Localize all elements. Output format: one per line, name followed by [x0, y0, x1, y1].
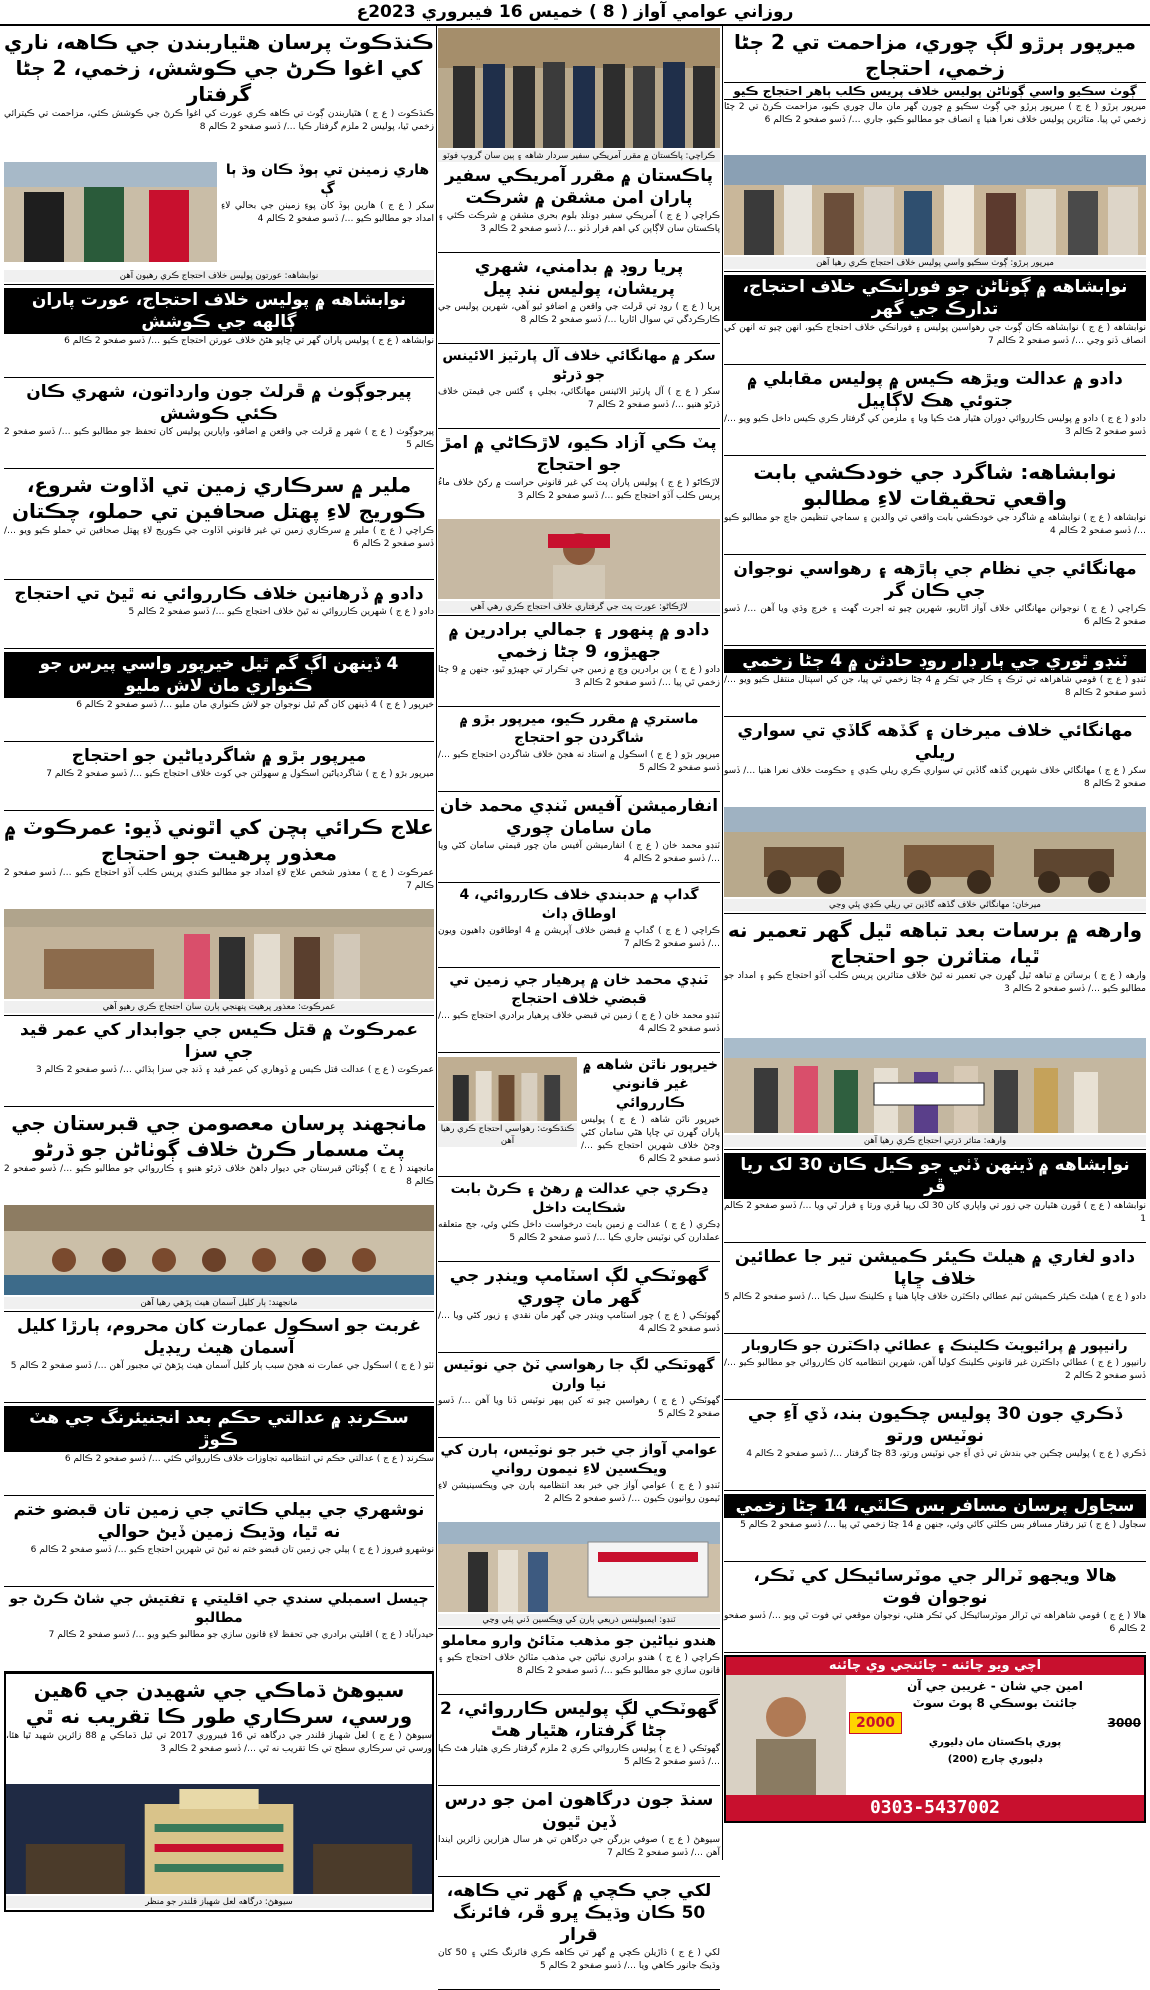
- right-column: [724, 26, 1146, 1860]
- photo-caption: ٽنڊو: ايمبولينس ذريعي ٻارن کي ويڪسين ڏني پئي وڃي: [438, 1614, 720, 1626]
- story: [438, 1053, 720, 1177]
- story: [724, 456, 1146, 555]
- story: [724, 646, 1146, 717]
- left-column: [4, 26, 434, 1907]
- photo-caption: مانجهند: ٻار کليل آسمان هيٺ پڙهي رهيا آهن: [4, 1297, 434, 1309]
- headline: ڪنڌڪوٽ پرسان هٿياربندن جي ڪاهه، ناري کي اغوا ڪرڻ جي ڪوشش، زخمي، 2 ڄڻا گرفتار: [4, 30, 434, 106]
- story: [4, 378, 434, 469]
- story-body: گهوٽڪي ( ع ج ) پوليس ڪارروائي ڪري 2 ملزم گرفتار ڪري هٿيار هٿ ڪيا …/ ڏسو صفحو 2 ڪالم 5: [438, 1744, 720, 1767]
- headline: خيرپور ناٿن شاهه ۾ غير قانوني ڪارروائي: [582, 1057, 719, 1111]
- headline: نوابشاهه ۾ ڳوٺاڻن جو فورانڪي خلاف احتجاج، تدارڪ جي گهر: [724, 275, 1146, 321]
- headline: ملير ۾ سرڪاري زمين تي اڏاوت شروع، ڪوريج لاءِ پهتل صحافين تي حملو، چڪتان: [11, 473, 427, 523]
- story-body: پيرجوڳوٺ ( ع ج ) شهر ۾ ڦرلٽ جي واقعن ۾ اضافو، واپارين پوليس کان تحفظ جو مطالبو ڪيو …/ ڏسو صفحو 2 ڪالم 5: [4, 427, 434, 450]
- headline: هندو نياڻين جو مذهب مٽائڻ وارو معاملو: [441, 1633, 717, 1649]
- story-body: ٽنڊو محمد خان ( ع ج ) انفارميشن آفيس مان چور قيمتي سامان کڻي ويا …/ ڏسو صفحو 2 ڪالم 4: [438, 841, 720, 864]
- story-body: سجاول ( ع ج ) تيز رفتار مسافر بس ڪلٽي کائي وئي، جنهن ۾ 14 ڄڻا زخمي ٿي پيا …/ ڏسو صفحو 2 ڪالم 5: [740, 1520, 1146, 1530]
- story: [724, 1491, 1146, 1562]
- headline: لکي جي ڪچي ۾ گهر تي ڪاهه، 50 ڪان وڌيڪ ڀرو ڦر، فائرنگ قرار: [446, 1881, 712, 1945]
- ad-delivery-charge: ڊليوري چارج (200): [947, 1754, 1043, 1765]
- headline: پيرجوڳوٺ ۾ ڦرلٽ جون وارداتون، شهري ڪان ڪئي ڪوشش: [26, 382, 412, 424]
- news-photo: [438, 1522, 720, 1612]
- story-body: ميرپور بڙو ( ع ج ) اسڪول ۾ استاد نه هجڻ خلاف شاگردن احتجاج ڪيو …/ ڏسو صفحو 2 ڪالم 5: [438, 750, 720, 773]
- story: [438, 1177, 720, 1262]
- story-body: وارهه ( ع ج ) برساتن ۾ تباهه ٿيل گهرن جي تعمير نه ٿيڻ خلاف متاثرين پريس ڪلب آڏو احتجاج ڪيو ۽ امداد جو مطالبو ڪيو …/ ڏسو صفحو 2 ڪالم 3: [724, 971, 1146, 994]
- ad-delivery-note: پوري پاڪستان مان ڊليوري: [928, 1737, 1062, 1748]
- photo-caption: ڪراچي: پاڪستان ۾ مقرر آمريڪي سفير سردار شاهه ۽ ٻين سان گروپ فوٽو: [438, 150, 720, 162]
- story-body: ڪراچي ( ع ج ) آمريڪي سفير ڊونلڊ بلوم بحري مشقن ۾ شرڪت ڪئي ۽ پاڪستان سان لاڳاپن کي اهم قرار ڏنو …/ ڏسو صفحو 2 ڪالم 3: [438, 211, 720, 234]
- headline: دادو لغاري ۾ هيلٿ ڪيئر ڪميشن تير جا عطائين خلاف ڇاپا: [734, 1247, 1136, 1289]
- ad-photo: [726, 1675, 846, 1795]
- story: [724, 717, 1146, 914]
- headline: مهانگائي جي نظام جي ٻاڙهه ۽ رهواسي نوجوان جي ڪان گر: [733, 559, 1137, 601]
- story-body: خيرپور ( ع ج ) 4 ڏينهن کان گم ٿيل نوجوان جو لاش ڪنواري مان مليو …/ ڏسو صفحو 2 ڪالم 6: [76, 700, 434, 710]
- headline: هاري زمينن تي ٻوڏ ڪان وڌ ٻا ڳ: [225, 162, 430, 197]
- story-body: گهوٽڪي ( ع ج ) چور اسٽامپ وينڊر جي گهر مان نقدي ۽ زيور کڻي ويا …/ ڏسو صفحو 2 ڪالم 4: [438, 1311, 720, 1334]
- story-body: رانيپور ( ع ج ) عطائي ڊاڪٽرن غير قانوني ڪلينڪ کوليا آهن، شهرين انتظاميه کان ڪارروائي جو مطالبو ڪيو …/ ڏسو صفحو 2 ڪالم 2: [724, 1358, 1146, 1381]
- masthead: روزاني عوامي آواز ( 8 ) خميس 16 فيبروري 2023ع: [0, 0, 1150, 26]
- story: [438, 792, 720, 883]
- headline: ميرپور ٻرڙو لڳ چوري، مزاحمت تي 2 ڄڻا زخمي، احتجاج: [733, 30, 1136, 80]
- photo-caption: سيوهڻ: درگاهه لعل شهباز قلندر جو منظر: [6, 1896, 432, 1908]
- story-body: لکي ( ع ج ) ڌاڙيلن ڪچي ۾ گهر تي ڪاهه ڪري فائرنگ ڪئي ۽ 50 کان وڌيڪ جانور ڪاهي ويا …/ ڏسو صفحو 2 ڪالم 5: [438, 1948, 721, 1971]
- news-photo: [4, 162, 217, 262]
- story: [724, 555, 1146, 646]
- ad-product: جائنٽ بوسڪي 8 پوٽ سوٽ: [912, 1696, 1078, 1710]
- story-body: سکر ( ع ج ) مهانگائي خلاف شهرين گڏهه گاڏين تي سواري ڪري ريلي ڪڍي ۽ حڪومت خلاف نعرا هنيا …/ ڏسو صفحو 2 ڪالم 8: [724, 766, 1146, 789]
- ad-old-price: 3000: [1107, 1715, 1141, 1730]
- headline: دادو ۾ پنهور ۽ جمالي برادرين ۾ جهيڙو، 9 ڄڻا زخمي: [448, 620, 710, 662]
- story-body: ڪراچي ( ع ج ) گداپ ۾ قبضن خلاف آپريشن ۾ 4 اوطاقون ڊاهيون ويون …/ ڏسو صفحو 2 ڪالم 7: [438, 926, 721, 949]
- story: [4, 1016, 434, 1107]
- story: [4, 1587, 434, 1672]
- headline: دادو ۾ عدالت ويڙهه ڪيس ۾ پوليس مقابلي ۾ جتوئي هڪ لاڳاپيل: [747, 369, 1123, 411]
- headline: سجاول پرسان مسافر بس ڪلٽي، 14 ڄڻا زخمي: [724, 1494, 1146, 1518]
- ad-new-price: 2000: [849, 1712, 902, 1734]
- story-body: نوابشاهه ( ع ج ) پوليس پاران گهر تي ڇاپو هڻڻ خلاف عورتن احتجاج ڪيو …/ ڏسو صفحو 2 ڪالم 6: [64, 336, 434, 346]
- story-body: ميرپور بڙو ( ع ج ) شاگردياڻين اسڪول ۾ سهولتن جي کوٽ خلاف احتجاج ڪيو …/ ڏسو صفحو 2 ڪالم 7: [46, 769, 434, 779]
- story-body: نوشهرو فيروز ( ع ج ) ٻيلي جي زمين تان قبضو ختم نه ٿيڻ تي شهرين احتجاج ڪيو …/ ڏسو صفحو 2 ڪالم 6: [30, 1545, 434, 1555]
- story-body: دادو ( ع ج ) ٻن برادرين وچ ۾ زمين جي تڪرار تي جهيڙو ٿيو، جنهن ۾ 9 ڄڻا زخمي ٿي پيا …/ ڏسو صفحو 2 ڪالم 3: [438, 665, 720, 688]
- story: [438, 1877, 720, 1990]
- story-body: حيدرآباد ( ع ج ) اقليتي برادري جي تحفظ لاءِ قانون سازي جو مطالبو ڪيو ويو …/ ڏسو صفحو 2 ڪالم 7: [48, 1630, 434, 1640]
- headline: پٽ ڪي آزاد ڪيو، لاڙڪاڻي ۾ امڙ جو احتجاج: [441, 433, 717, 475]
- headline: مانجهند پرسان معصومن جي قبرستان جي پٽ مسمار ڪرڻ خلاف ڳوٺاڻن جو ڌرڻو: [11, 1111, 427, 1161]
- news-photo: [6, 1784, 432, 1894]
- story: [4, 1107, 434, 1312]
- headline: ماستري ۾ مقرر ڪيو، ميرپور بڙو ۾ شاگردن جو احتجاج: [459, 711, 699, 746]
- headline: پريا روڊ ۾ بدامني، شهري پريشان، پوليس ننڊ پيل: [474, 257, 684, 299]
- headline: نوابشاهه ۾ ڏينهن ڏٺي جو ڪيل ڪان 30 لک ريا ڦر: [724, 1153, 1146, 1199]
- story-body: لاڙڪاڻو ( ع ج ) پوليس پاران پٽ کي غير قانوني حراست ۾ رکڻ خلاف ماءُ پريس ڪلب آڏو احتجاج ڪيو …/ ڏسو صفحو 2 ڪالم 3: [438, 478, 720, 501]
- story: [438, 616, 720, 707]
- headline: 4 ڏينهن اڳ گم ٿيل خيرپور واسي پيرس جو ڪنواري مان لاش مليو: [4, 652, 434, 698]
- headline: علاج ڪرائي ٻچن کي اٿوني ڏيو: عمرڪوٽ ۾ معذور پرهيت جو احتجاج: [4, 815, 434, 865]
- story-body: دادو ( ع ج ) هيلٿ ڪيئر ڪميشن ٽيم عطائي ڊاڪٽرن خلاف ڇاپا هنيا ۽ ڪلينڪ سيل ڪيا …/ ڏسو صفحو 2 ڪالم 5: [724, 1292, 1146, 1302]
- story-body: ميرپور ٻرڙو ( ع ج ) ميرپور ٻرڙو جي ڳوٺ سڪيو ۾ چورن گهر مان مال چوري ڪيو، مزاحمت ڪرڻ تي 2 ڄڻا زخمي ٿي پيا. متاثرين پوليس خلاف نعرا هنيا ۽ انصاف جو مطالبو ڪيو، جاري …/ ڏسو صفحو 2 ڪالم 6: [724, 102, 1146, 125]
- story: [4, 1403, 434, 1496]
- story: [4, 1672, 434, 1912]
- news-photo: [4, 1205, 434, 1295]
- story-body: نوابشاهه ( ع ج ) ڦورن هٿيارن جي زور تي واپاري کان 30 لک رپيا ڦري ورتا ۽ فرار ٿي ويا …/ ڏسو صفحو 2 ڪالم 1: [724, 1201, 1146, 1224]
- headline: دادو ۾ ڏرهانين خلاف ڪارروائي نه ٿيڻ تي احتجاج: [14, 584, 424, 604]
- column-divider: [722, 26, 723, 1860]
- news-photo: [724, 155, 1146, 255]
- story: [4, 469, 434, 580]
- story-body: عمرڪوٽ ( ع ج ) عدالت قتل ڪيس ۾ ڏوهاري کي عمر قيد ۽ ڏنڊ جي سزا ٻڌائي …/ ڏسو صفحو 2 ڪالم 3: [35, 1065, 434, 1075]
- headline: ميرپور بڙو ۾ شاگردياڻين جو احتجاج: [71, 746, 367, 766]
- headline: غربت جو اسڪول عمارت کان محروم، ٻارڙا کليل آسمان هيٺ ريڊيل: [16, 1316, 422, 1358]
- story: [4, 285, 434, 378]
- story-body: پريا ( ع ج ) روڊ تي ڦرلٽ جي واقعن ۾ اضافو ٿيو آهي، شهرين پوليس جي ڪارڪردگي تي سوال اٿاريا …/ ڏسو صفحو 2 ڪالم 8: [438, 302, 720, 325]
- news-photo: [438, 28, 720, 148]
- story: [438, 1262, 720, 1353]
- photo-caption: وارهه: متاثر ڌرتي احتجاج ڪري رهيا آهن: [724, 1135, 1146, 1147]
- headline: گهوٽڪي لڳ اسٽامپ وينڊر جي گهر مان چوري: [449, 1266, 709, 1308]
- photo-caption: عمرڪوٽ: معذور پرهيت پنهنجي ٻارن سان احتجاج ڪري رهيو آهي: [4, 1001, 434, 1013]
- story-body: خيرپور ناٿن شاهه ( ع ج ) پوليس پاران گهرن تي ڇاپا هڻي سامان کڻي وڃڻ خلاف شهرين احتجاج ڪيو …/ ڏسو صفحو 2 ڪالم 6: [581, 1115, 720, 1164]
- story-body: سڪرنڊ ( ع ج ) عدالتي حڪم تي انتظاميه تجاوزات خلاف ڪارروائي ڪئي …/ ڏسو صفحو 2 ڪالم 6: [64, 1454, 434, 1464]
- story: [724, 26, 1146, 272]
- headline: عوامي آواز جي خبر جو نوٽيس، ٻارن کي ويڪسين لاءِ نيمون رواني: [440, 1442, 718, 1477]
- headline: ٽنڊي محمد خان ۾ پرهيار جي زمين تي قبضي خلاف احتجاج: [449, 972, 709, 1007]
- headline: گهوٽڪي لڳ جا رهواسي ٽڻ جي نوٽيس نيا وارن: [443, 1357, 715, 1392]
- photo-caption: ميرخان: مهانگائي خلاف گڏهه گاڏين تي ريلي ڪڍي پئي وڃي: [724, 899, 1146, 911]
- story-body: ڪراچي ( ع ج ) نوجوانن مهانگائي خلاف آواز اٿاريو، شهرين چيو ته اجرت گهٽ ۽ خرچ وڌي ويا آهن …/ ڏسو صفحو 2 ڪالم 6: [724, 604, 1146, 627]
- headline: نوشهري جي بيلي ڪاتي جي زمين تان قبضو ختم نه ٿيا، وڌيڪ زمين ڏيڻ حوالي: [13, 1500, 425, 1542]
- headline: رانيپور ۾ پرائيويٽ ڪلينڪ ۽ عطائي ڊاڪٽرن جو ڪاروبار: [742, 1338, 1128, 1354]
- headline: مهانگائي خلاف ميرخان ۽ گڏهه گاڏي تي سواري ريلي: [737, 721, 1133, 763]
- story-body: گهوٽڪي ( ع ج ) رهواسين چيو ته کين ٻيهر نوٽيس ڏنا ويا آهن …/ ڏسو صفحو 2 ڪالم 5: [438, 1396, 720, 1419]
- photo-caption: نوابشاهه: عورتون پوليس خلاف احتجاج ڪري رهيون آهن: [4, 270, 434, 282]
- story-body: سيوهڻ ( ع ج ) لعل شهباز قلندر جي درگاهه تي 16 فيبروري 2017 تي ٿيل ڌماڪي ۾ 88 زائرين شهيد ٿيا هئا، ورسي تي سرڪاري سطح تي ڪا تقريب نه ٿي …/ ڏسو صفحو 2 ڪالم 3: [6, 1731, 432, 1754]
- subheadline: ڳوٺ سڪيو واسي ڳوٺاڻن پوليس خلاف پريس ڪلب ٻاهر احتجاج ڪيو: [724, 82, 1146, 100]
- ad-headline: اچي ويو چائنه - چائنجي وي چائنه: [726, 1657, 1144, 1675]
- story: [724, 1243, 1146, 1334]
- story: [724, 914, 1146, 1150]
- ad-tagline: امين جي شان - غريبن جي آن: [907, 1679, 1083, 1693]
- story: [724, 1562, 1146, 1653]
- story: [438, 1695, 720, 1786]
- headline: ڄيسل اسمبلي سندي جي اقليتي ۽ تفتيش جي شاڻ ڪرڻ جو مطالبو: [9, 1591, 429, 1626]
- story-body: نوابشاهه ( ع ج ) نوابشاهه ۾ شاگرد جي خودڪشي بابت واقعي تي والدين ۽ سماجي تنظيمن جاچ جو مطالبو ڪيو …/ ڏسو صفحو 2 ڪالم 4: [724, 513, 1146, 536]
- story-body: ٽنڊو ( ع ج ) قومي شاهراهه تي ٽرڪ ۽ ڪار جي ٽڪر ۾ 4 ڄڻا زخمي ٿي پيا، جن کي اسپتال منتقل ڪيو ويو …/ ڏسو صفحو 2 ڪالم 8: [724, 675, 1146, 698]
- story: [438, 707, 720, 792]
- story-body: دادو ( ع ج ) دادو ۾ پوليس ڪارروائي دوران هٿيار هٿ ڪيا ويا ۽ ملزمن کي گرفتار ڪري ڪيس داخل ڪيو ويو …/ ڏسو صفحو 2 ڪالم 3: [724, 414, 1146, 437]
- story: [438, 1353, 720, 1438]
- story-body: سکر ( ع ج ) هارين ٻوڏ کان پوءِ زمينن جي بحالي لاءِ امداد جو مطالبو ڪيو …/ ڏسو صفحو 2 ڪالم 4: [221, 201, 434, 224]
- headline: ٽنڊو ٿوري جي ٻار ڊار روڊ حادثن ۾ 4 ڄڻا زخمي: [724, 649, 1146, 673]
- story: [438, 968, 720, 1053]
- story: [4, 1312, 434, 1403]
- story-body: سيوهڻ ( ع ج ) صوفي بزرگن جي درگاهن تي هر سال هزارين زائرين ايندا آهن …/ ڏسو صفحو 2 ڪالم 7: [438, 1835, 720, 1858]
- headline: سنڌ جون درگاهون امن جو درس ڏين ٿيون: [444, 1790, 714, 1832]
- story: [4, 26, 434, 285]
- story: [438, 1438, 720, 1629]
- story: [438, 883, 720, 968]
- story: [724, 1400, 1146, 1491]
- headline: پاڪستان ۾ مقرر آمريڪي سفير پاران امن مشقن ۾ شرڪت: [444, 166, 714, 208]
- news-photo: [4, 909, 434, 999]
- headline: سڪرنڊ ۾ عدالتي حڪم بعد انجنيئرنگ جي هٽ ڪوڙ: [4, 1406, 434, 1452]
- photo-caption: ڪنڌڪوٽ: رهواسي احتجاج ڪري رهيا آهن: [438, 1123, 577, 1147]
- story: [438, 344, 720, 429]
- news-photo: [438, 519, 720, 599]
- story-body: مانجهند ( ع ج ) ڳوٺاڻن قبرستان جي ديوار ڊاهڻ خلاف ڌرڻو هنيو ۽ ڪارروائي جو مطالبو ڪيو …/ ڏسو صفحو 2 ڪالم 8: [4, 1164, 434, 1187]
- story-body: ٽنڊو محمد خان ( ع ج ) زمين تي قبضي خلاف پرهيار برادري احتجاج ڪيو …/ ڏسو صفحو 2 ڪالم 4: [438, 1011, 720, 1034]
- story: [438, 429, 720, 616]
- story: [724, 1150, 1146, 1243]
- story-body: ڪراچي ( ع ج ) هندو برادري نياڻين جي مذهب مٽائڻ خلاف احتجاج ڪيو ۽ قانون سازي جو مطالبو ڪيو …/ ڏسو صفحو 2 ڪالم 8: [438, 1653, 720, 1676]
- headline: وارهه ۾ برسات بعد تباهه ٿيل گهر تعمير نه ٿيا، متاثرن جو احتجاج: [727, 918, 1143, 968]
- headline: گهوٽڪي لڳ پوليس ڪارروائي، 2 ڄڻا گرفتار، هٿيار هٿ: [440, 1699, 718, 1741]
- story: [724, 272, 1146, 365]
- headline: ڍڪري جي عدالت ۾ رهڻ ۽ ڪرڻ بابت شڪايت داخل: [450, 1181, 708, 1216]
- headline: سکر ۾ مهانگائي خلاف آل پارٽيز الائينس جو ڌرڻو: [442, 348, 716, 383]
- story: [4, 811, 434, 1016]
- headline: هالا ويجهو ٽرالر جي موٽرسائيڪل کي ٽڪر، نوجوان فوت: [753, 1566, 1117, 1608]
- headline: سيوهڻ ڌماڪي جي شهيدن جي 6هين ورسي، سرڪاري طور ڪا تقريب نه ٿي: [25, 1678, 413, 1728]
- ad-phone-number: 0303-5437002: [726, 1795, 1144, 1821]
- story-body: هالا ( ع ج ) قومي شاهراهه تي ٽرالر موٽرسائيڪل کي ٽڪر هنئي، نوجوان موقعي تي فوت ٿي ويو …/ ڏسو صفحو 2 ڪالم 6: [724, 1611, 1146, 1634]
- story-body: دادو ( ع ج ) شهرين ڪارروائي نه ٿيڻ خلاف احتجاج ڪيو …/ ڏسو صفحو 2 ڪالم 5: [128, 607, 434, 617]
- story-body: ڏڪري ( ع ج ) پوليس چڪين جي بندش تي ڏي آءِ جي نوٽيس ورتو، 83 ڄڻا گرفتار …/ ڏسو صفحو 2 ڪالم 4: [746, 1449, 1146, 1459]
- headline: عمرڪوٽ ۾ قتل ڪيس جي جوابدار کي عمر قيد جي سزا: [20, 1020, 418, 1062]
- news-photo: [724, 1038, 1146, 1133]
- story: [438, 162, 720, 253]
- headline: انفارميشن آفيس ٽنڊي محمد خان مان سامان چوري: [439, 796, 719, 838]
- story-body: ٽنڊو ( ع ج ) عوامي آواز جي خبر بعد انتظاميه ٻارن جي ويڪسينيشن لاءِ ٽيمون روانيون ڪيون …/ ڏسو صفحو 2 ڪالم 2: [438, 1481, 720, 1504]
- story: [4, 1496, 434, 1587]
- headline: نوابشاهه ۾ پوليس خلاف احتجاج، عورت پاران ڳالهه جي ڪوشش: [4, 288, 434, 334]
- middle-column: [438, 26, 721, 1971]
- advertisement: [724, 1655, 1146, 1823]
- photo-caption: لاڙڪاڻو: عورت پٽ جي گرفتاري خلاف احتجاج ڪري رهي آهي: [438, 601, 720, 613]
- story-body: ڪنڌڪوٽ ( ع ج ) هٿياربندن ڳوٺ تي ڪاهه ڪري عورت کي اغوا ڪرڻ جي ڪوشش ڪئي، مزاحمت تي ڪيترائي زخمي ٿيا، پوليس 2 ملزم گرفتار ڪيا …/ ڏسو صفحو 2 ڪالم 8: [4, 109, 434, 132]
- story: [438, 253, 720, 344]
- story: [4, 580, 434, 649]
- photo-caption: ميرپور ٻرڙو: ڳوٺ سڪيو واسي پوليس خلاف احتجاج ڪري رهيا آهن: [724, 257, 1146, 269]
- headline: ڏڪري جون 30 پوليس چڪيون بند، ڏي آءِ جي نوٽيس ورتو: [747, 1404, 1123, 1446]
- story-body: عمرڪوٽ ( ع ج ) معذور شخص علاج لاءِ امداد جو مطالبو ڪندي پريس ڪلب آڏو احتجاج ڪيو …/ ڏسو صفحو 2 ڪالم 7: [4, 868, 434, 891]
- column-divider: [436, 26, 437, 1860]
- headline: نوابشاهه: شاگرد جي خودڪشي بابت واقعي تحقيقات لاءِ مطالبو: [753, 460, 1117, 510]
- story-body: ڍڪري ( ع ج ) عدالت ۾ زمين بابت درخواست داخل ڪئي وئي، جج متعلقه عملدارن کي نوٽيس جاري ڪيا …/ ڏسو صفحو 2 ڪالم 5: [438, 1220, 720, 1243]
- story-body: سکر ( ع ج ) آل پارٽيز الائينس مهانگائي، بجلي ۽ گئس جي قيمتن خلاف ڌرڻو هنيو …/ ڏسو صفحو 2 ڪالم 7: [438, 387, 720, 410]
- story: [438, 1629, 720, 1695]
- story: [438, 1786, 720, 1877]
- story: [4, 742, 434, 811]
- story: [724, 365, 1146, 456]
- story: [724, 1334, 1146, 1400]
- story-body: نوابشاهه ( ع ج ) نوابشاهه ڪان ڳوٺ جي رهواسين پوليس ۽ فورانڪي خلاف احتجاج ڪيو، انهن چيو ته انهن کي انصاف ڏنو وڃي …/ ڏسو صفحو 2 ڪالم 7: [724, 323, 1146, 346]
- ad-text: [846, 1675, 1144, 1795]
- story-body: ٺٽو ( ع ج ) اسڪول جي عمارت نه هجڻ سبب ٻار کليل آسمان هيٺ پڙهڻ تي مجبور آهن …/ ڏسو صفحو 2 ڪالم 5: [10, 1361, 434, 1371]
- headline: گداپ ۾ حدبندي خلاف ڪارروائي، 4 اوطاق ڊاٺ: [459, 887, 699, 922]
- news-photo: [438, 1057, 577, 1121]
- story-body: ڪراچي ( ع ج ) ملير ۾ سرڪاري زمين تي غير قانوني اڏاوت جي ڪوريج لاءِ پهتل صحافين تي حملو ڪيو ويو …/ ڏسو صفحو 2 ڪالم 6: [4, 526, 434, 549]
- news-photo: [724, 807, 1146, 897]
- story: [4, 649, 434, 742]
